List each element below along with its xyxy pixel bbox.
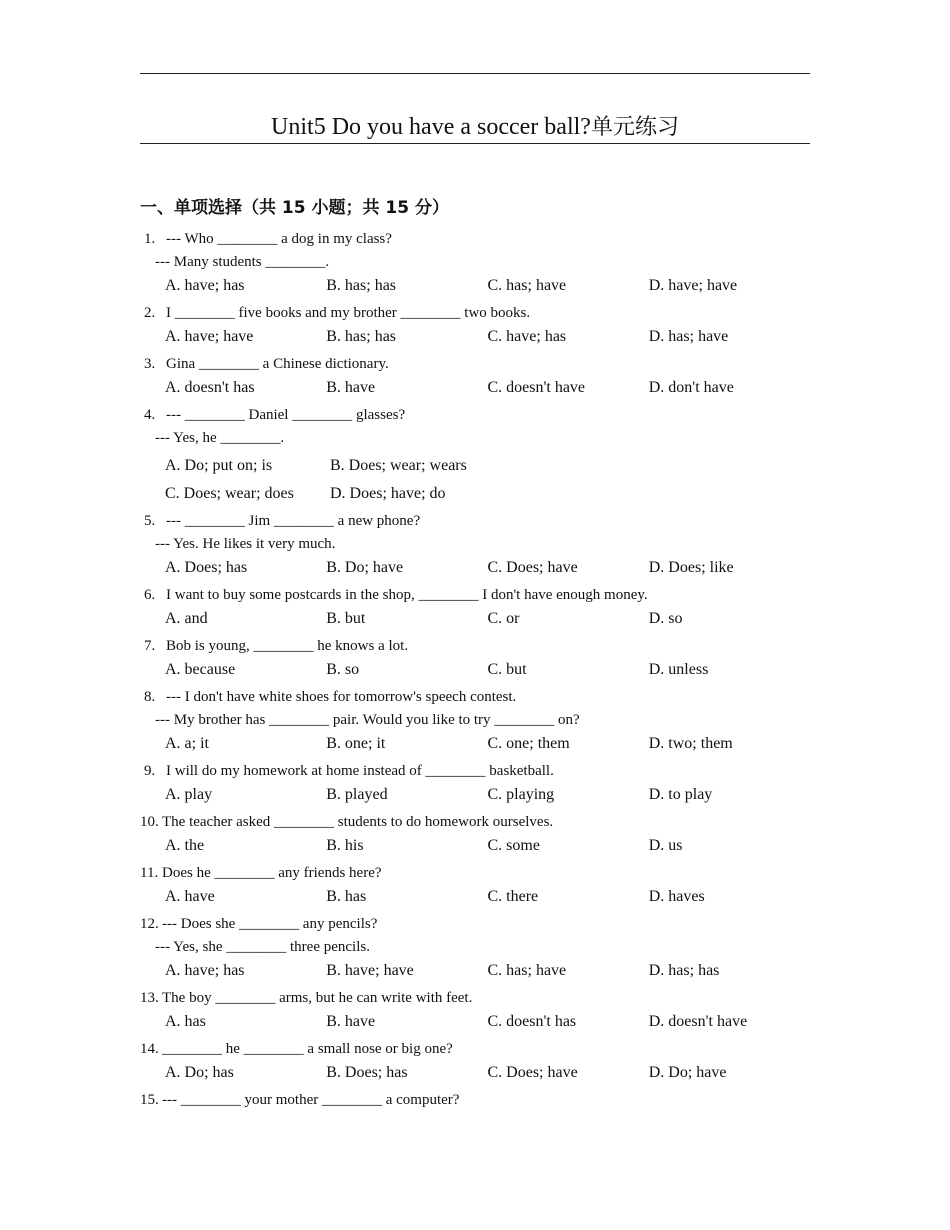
option-d[interactable]: D. Do; have (648, 1064, 727, 1081)
option-d[interactable]: D. has; has (648, 962, 720, 979)
question-11 (140, 862, 810, 909)
option-a[interactable]: A. and (165, 610, 208, 627)
question-stem (140, 686, 810, 709)
option-b[interactable]: B. Does; wear; wears (330, 457, 467, 474)
option-d[interactable]: D. us (648, 837, 683, 854)
question-1 (140, 228, 810, 298)
question-text: --- Who ________ a dog in my class? (166, 231, 392, 247)
page-title (140, 110, 810, 145)
question-number: 6. (144, 587, 156, 603)
question-text: Bob is young, ________ he knows a lot. (166, 638, 409, 654)
question-stem (140, 584, 810, 607)
option-c[interactable]: C. have; has (487, 328, 567, 345)
question-text: ________ he ________ a small nose or big one? (162, 1041, 453, 1057)
option-d[interactable]: D. has; have (648, 328, 729, 345)
question-text: I will do my homework at home instead of ________ basketball. (166, 763, 554, 779)
option-b[interactable]: B. Do; have (326, 559, 404, 576)
option-c[interactable]: C. doesn't has (487, 1013, 577, 1030)
question-13 (140, 987, 810, 1034)
question-stem (140, 1089, 810, 1112)
question-4 (140, 404, 810, 506)
question-number: 9. (144, 763, 156, 779)
option-row (140, 783, 810, 807)
option-b[interactable]: B. have (326, 379, 376, 396)
question-stem (140, 302, 810, 325)
option-b[interactable]: B. have (326, 1013, 376, 1030)
option-c[interactable]: C. Does; have (487, 559, 578, 576)
section-heading: 一、单项选择（共 15 小题；共 15 分） (140, 198, 449, 218)
option-a[interactable]: A. because (165, 661, 236, 678)
question-2 (140, 302, 810, 349)
option-c[interactable]: C. has; have (487, 277, 567, 294)
question-stem (140, 510, 810, 533)
option-c[interactable]: C. some (487, 837, 540, 854)
question-stem (140, 228, 810, 251)
question-6 (140, 584, 810, 631)
option-row (140, 376, 810, 400)
option-b[interactable]: B. one; it (326, 735, 386, 752)
title-underline (140, 143, 810, 144)
question-12 (140, 913, 810, 983)
question-number: 7. (144, 638, 156, 654)
question-number: 12. (140, 916, 159, 932)
question-list (140, 228, 810, 1116)
title-cjk: 单元练习 (590, 115, 679, 140)
option-d[interactable]: D. doesn't have (648, 1013, 748, 1030)
option-a[interactable]: A. have; have (165, 328, 254, 345)
question-text: I ________ five books and my brother ________ two books. (166, 305, 531, 321)
question-15 (140, 1089, 810, 1112)
question-number: 15. (140, 1092, 159, 1108)
question-reply: --- Many students ________. (155, 254, 330, 270)
option-row (140, 885, 810, 909)
option-d[interactable]: D. Does; like (648, 559, 734, 576)
question-8 (140, 686, 810, 756)
option-a[interactable]: A. the (165, 837, 205, 854)
question-stem (140, 987, 810, 1010)
option-c[interactable]: C. but (487, 661, 527, 678)
question-text: I want to buy some postcards in the shop, ________ I don't have enough money. (166, 587, 648, 603)
option-b[interactable]: B. has; has (326, 277, 397, 294)
option-d[interactable]: D. so (648, 610, 683, 627)
option-d[interactable]: D. to play (648, 786, 713, 803)
question-number: 13. (140, 990, 159, 1006)
question-stem (140, 1038, 810, 1061)
option-row (140, 959, 810, 983)
question-number: 14. (140, 1041, 159, 1057)
option-a[interactable]: A. have; has (165, 962, 245, 979)
option-a[interactable]: A. have; has (165, 277, 245, 294)
option-row (140, 274, 810, 298)
option-b[interactable]: B. Does; has (326, 1064, 408, 1081)
option-d[interactable]: D. two; them (648, 735, 733, 752)
option-c[interactable]: C. playing (487, 786, 555, 803)
question-7 (140, 635, 810, 682)
question-text: The boy ________ arms, but he can write with feet. (162, 990, 473, 1006)
question-text: --- I don't have white shoes for tomorrow's speech contest. (166, 689, 517, 705)
question-text: --- Does she ________ any pencils? (162, 916, 378, 932)
option-c[interactable]: C. there (487, 888, 539, 905)
header-rule (140, 73, 810, 74)
question-stem (140, 862, 810, 885)
option-d[interactable]: D. unless (648, 661, 709, 678)
question-number: 11. (140, 865, 159, 881)
question-14 (140, 1038, 810, 1085)
question-number: 10. (140, 814, 159, 830)
option-row (140, 556, 810, 580)
question-text: --- ________ Daniel ________ glasses? (166, 407, 406, 423)
question-number: 3. (144, 356, 156, 372)
question-text: --- ________ your mother ________ a computer? (162, 1092, 460, 1108)
option-row (140, 732, 810, 756)
option-a[interactable]: A. Does; has (165, 559, 248, 576)
option-a[interactable]: A. Do; has (165, 1064, 234, 1081)
option-d[interactable]: D. haves (648, 888, 705, 905)
option-d[interactable]: D. don't have (648, 379, 734, 396)
option-b[interactable]: B. his (326, 837, 364, 854)
option-row (140, 1010, 810, 1034)
option-b[interactable]: B. have; have (326, 962, 414, 979)
option-d[interactable]: D. Does; have; do (330, 485, 446, 502)
option-row (140, 607, 810, 631)
option-row (140, 1061, 810, 1085)
option-row (140, 454, 810, 478)
question-3 (140, 353, 810, 400)
question-9 (140, 760, 810, 807)
title-text: Unit5 Do you have a soccer ball? (271, 114, 591, 140)
option-row (140, 834, 810, 858)
option-a[interactable]: A. has (165, 1013, 206, 1030)
question-number: 5. (144, 513, 156, 529)
question-10 (140, 811, 810, 858)
option-c[interactable]: C. doesn't have (487, 379, 586, 396)
option-c[interactable]: C. one; them (487, 735, 570, 752)
question-number: 8. (144, 689, 156, 705)
question-text: --- ________ Jim ________ a new phone? (166, 513, 421, 529)
question-reply: --- Yes, he ________. (155, 430, 285, 446)
question-stem (140, 404, 810, 427)
option-a[interactable]: A. Do; put on; is (165, 457, 273, 474)
question-stem (140, 811, 810, 834)
option-row (140, 325, 810, 349)
question-reply: --- Yes, she ________ three pencils. (155, 939, 370, 955)
option-b[interactable]: B. has (326, 888, 367, 905)
option-b[interactable]: B. has; has (326, 328, 397, 345)
question-number: 1. (144, 231, 156, 247)
option-b[interactable]: B. played (326, 786, 388, 803)
option-b[interactable]: B. but (326, 610, 366, 627)
option-c[interactable]: C. or (487, 610, 520, 627)
option-a[interactable]: A. a; it (165, 735, 209, 752)
option-c[interactable]: C. Does; wear; does (165, 485, 294, 502)
question-reply: --- My brother has ________ pair. Would you like to try ________ on? (155, 712, 580, 728)
question-stem (140, 760, 810, 783)
option-a[interactable]: A. doesn't has (165, 379, 255, 396)
option-a[interactable]: A. play (165, 786, 213, 803)
option-a[interactable]: A. have (165, 888, 215, 905)
question-text: The teacher asked ________ students to do homework ourselves. (162, 814, 554, 830)
option-row (140, 658, 810, 682)
question-number: 2. (144, 305, 156, 321)
option-d[interactable]: D. have; have (648, 277, 738, 294)
option-row (140, 482, 810, 506)
question-text: Gina ________ a Chinese dictionary. (166, 356, 389, 372)
question-stem (140, 635, 810, 658)
option-c[interactable]: C. Does; have (487, 1064, 578, 1081)
question-stem (140, 913, 810, 936)
question-5 (140, 510, 810, 580)
option-b[interactable]: B. so (326, 661, 360, 678)
question-stem (140, 353, 810, 376)
question-number: 4. (144, 407, 156, 423)
option-c[interactable]: C. has; have (487, 962, 567, 979)
question-reply: --- Yes. He likes it very much. (155, 536, 336, 552)
question-text: Does he ________ any friends here? (162, 865, 382, 881)
